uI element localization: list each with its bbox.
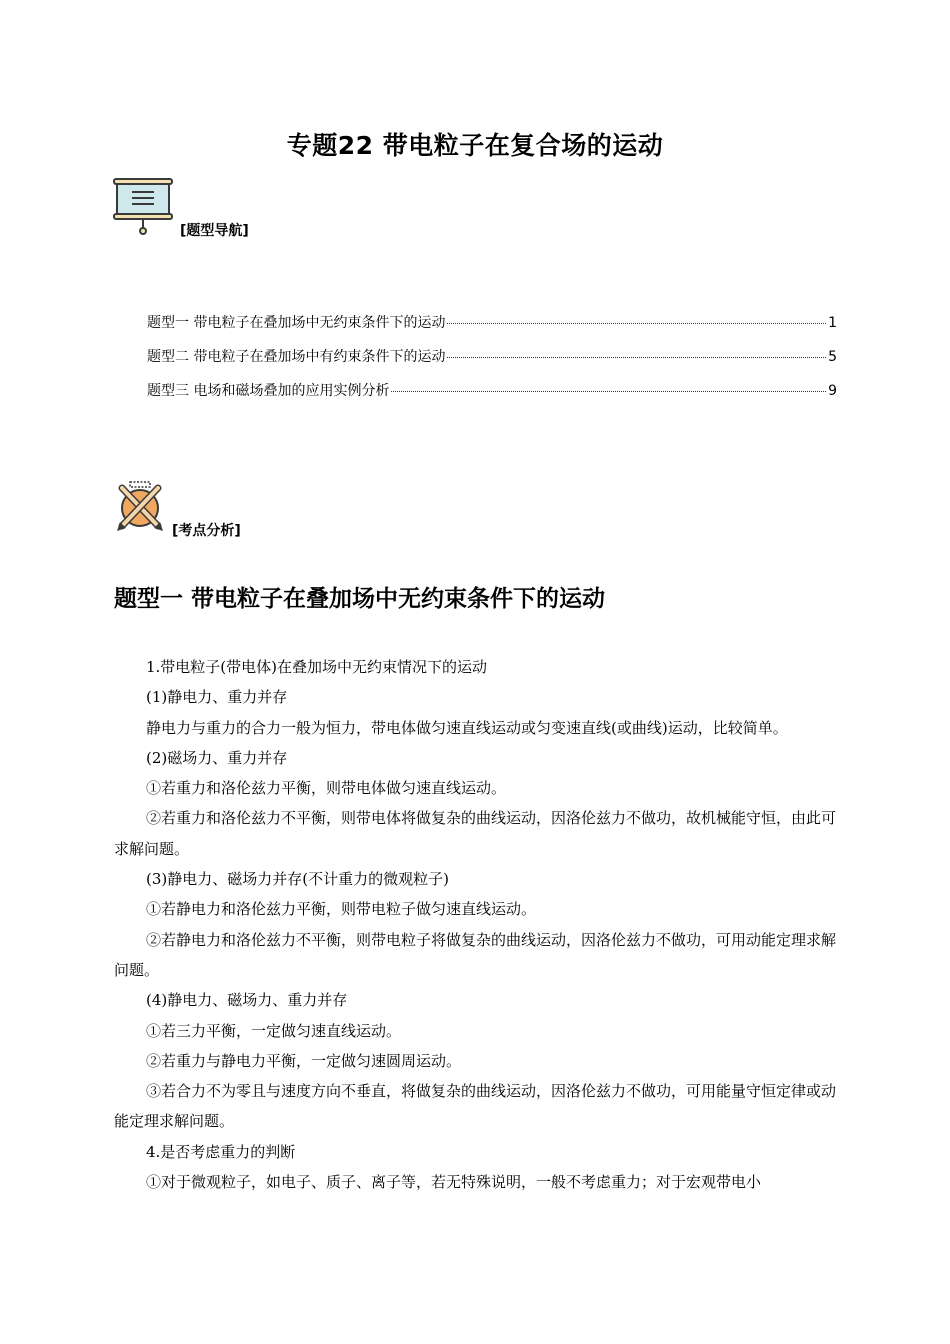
table-of-contents <box>147 312 837 414</box>
page-title: 专题22 带电粒子在复合场的运动 <box>286 131 664 160</box>
toc-item[interactable] <box>147 380 837 414</box>
toc-item[interactable] <box>147 312 837 346</box>
paragraph: ③若合力不为零且与速度方向不垂直，将做复杂的曲线运动，因洛伦兹力不做功，可用能量守恒定律或动能定理求解问题。 <box>114 1082 837 1131</box>
paragraph: ①若三力平衡，一定做匀速直线运动。 <box>146 1021 402 1040</box>
nav-label: [题型导航] <box>180 223 249 239</box>
toc-item[interactable] <box>147 346 837 380</box>
toc-leader <box>447 357 826 358</box>
toc-item-text: 题型一 带电粒子在叠加场中无约束条件下的运动 <box>147 315 446 331</box>
paragraph: (3)静电力、磁场力并存(不计重力的微观粒子) <box>146 870 449 889</box>
analysis-label: [考点分析] <box>172 523 241 539</box>
paragraph: ②若重力和洛伦兹力不平衡，则带电体将做复杂的曲线运动，因洛伦兹力不做功，故机械能守恒，由此可求解问题。 <box>114 809 837 858</box>
toc-item-text: 题型三 电场和磁场叠加的应用实例分析 <box>147 383 390 399</box>
toc-leader <box>447 323 826 324</box>
section-heading: 题型一 带电粒子在叠加场中无约束条件下的运动 <box>114 586 606 612</box>
paragraph: ①对于微观粒子，如电子、质子、离子等，若无特殊说明，一般不考虑重力；对于宏观带电小 <box>146 1173 762 1192</box>
toc-leader <box>391 391 826 392</box>
paragraph: (2)磁场力、重力并存 <box>146 748 288 767</box>
paragraph: 静电力与重力的合力一般为恒力，带电体做匀速直线运动或匀变速直线(或曲线)运动，比较简单。 <box>146 718 788 737</box>
toc-item-text: 题型二 带电粒子在叠加场中有约束条件下的运动 <box>147 349 446 365</box>
toc-item-page: 5 <box>828 349 837 365</box>
paragraph: (4)静电力、磁场力、重力并存 <box>146 991 348 1010</box>
body-content <box>114 652 836 1197</box>
paragraph: ②若静电力和洛伦兹力不平衡，则带电粒子将做复杂的曲线运动，因洛伦兹力不做功，可用动能定理求解问题。 <box>114 930 837 979</box>
presentation-board-icon <box>112 176 176 236</box>
toc-item-page: 1 <box>828 315 837 331</box>
crossed-pencils-icon <box>114 478 170 534</box>
paragraph: 1.带电粒子(带电体)在叠加场中无约束情况下的运动 <box>146 658 488 676</box>
paragraph: ①若重力和洛伦兹力平衡，则带电体做匀速直线运动。 <box>146 779 507 798</box>
paragraph: ①若静电力和洛伦兹力平衡，则带电粒子做匀速直线运动。 <box>146 900 537 919</box>
paragraph: 4.是否考虑重力的判断 <box>146 1142 296 1161</box>
paragraph: (1)静电力、重力并存 <box>146 688 288 707</box>
toc-item-page: 9 <box>828 383 837 399</box>
paragraph: ②若重力与静电力平衡，一定做匀速圆周运动。 <box>146 1051 462 1070</box>
